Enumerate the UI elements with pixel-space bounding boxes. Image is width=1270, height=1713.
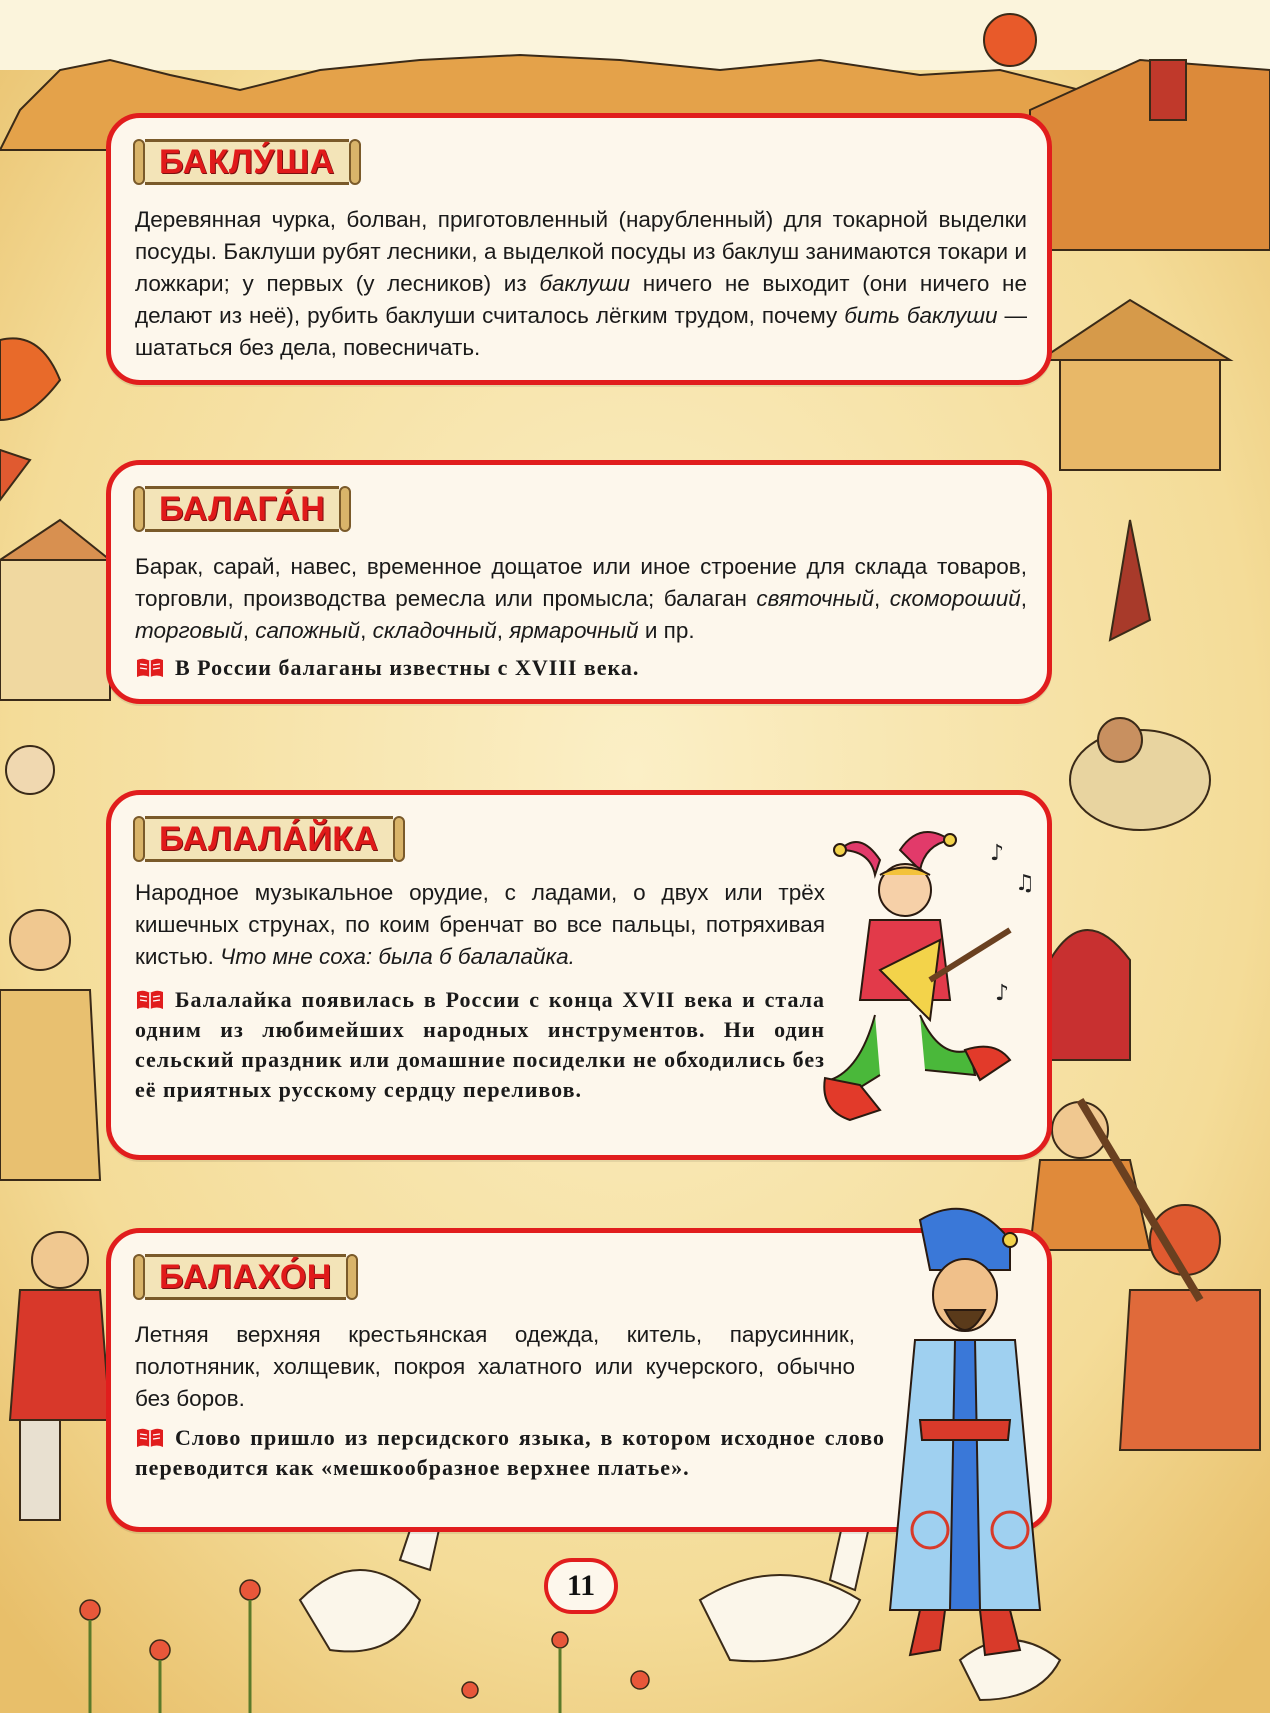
entry-definition bbox=[135, 204, 1027, 364]
definition-text-run: Барак, сарай, навес, временное дощатое или иное строение для склада товаров, торговли, производства ремесла или промысла; балаган bbox=[135, 554, 1027, 611]
definition-text-run: ничего не выходит (они ничего не делают из неё), рубить баклуши считалось лёгким трудом, почему bbox=[135, 271, 1027, 328]
definition-text-run: Летняя верхняя крестьянская одежда, китель, парусинник, полотняник, холщевик, покроя халатного или кучерского, обычно без боров. bbox=[135, 1322, 855, 1411]
svg-text:♫: ♫ bbox=[1015, 871, 1035, 896]
entry-definition bbox=[135, 551, 1027, 647]
entry-title-plate bbox=[133, 813, 405, 865]
entry-title-plate bbox=[133, 136, 361, 188]
entry-note-text: Слово пришло из персидского языка, в котором исходное слово переводится как «мешкообразное верхнее платье». bbox=[135, 1425, 885, 1480]
svg-text:♪: ♪ bbox=[995, 981, 1010, 1006]
entry-title: БАЛАЛА́ЙКА bbox=[159, 819, 379, 858]
definition-text-run: , bbox=[360, 618, 373, 643]
definition-italic-run: Что мне соха: была б балалайка. bbox=[220, 944, 575, 969]
entry-definition bbox=[135, 1319, 855, 1415]
definition-italic-run: баклуши bbox=[539, 271, 631, 296]
definition-text-run: и пр. bbox=[638, 618, 695, 643]
entry-note bbox=[135, 1423, 885, 1483]
definition-italic-run: святочный bbox=[756, 586, 874, 611]
man-in-balakhon-illustration bbox=[860, 1200, 1060, 1670]
entry-card-baklusha bbox=[106, 113, 1052, 385]
definition-italic-run: скомороший bbox=[889, 586, 1021, 611]
entry-title: БАЛАХО́Н bbox=[159, 1257, 332, 1296]
definition-italic-run: складочный bbox=[372, 618, 497, 643]
open-book-icon bbox=[135, 657, 165, 679]
definition-text-run: Народное музыкальное орудие, с ладами, о двух или трёх кишечных струнах, по коим бренчат во все пальцы, потряхивая кистью. bbox=[135, 880, 825, 969]
definition-italic-run: ярмарочный bbox=[509, 618, 639, 643]
svg-text:♪: ♪ bbox=[990, 841, 1005, 866]
entry-note bbox=[135, 985, 825, 1105]
definition-text-run: , bbox=[242, 618, 256, 643]
definition-text-run: , bbox=[1020, 586, 1028, 611]
definition-text-run: — шататься без дела, повесничать. bbox=[135, 303, 1027, 360]
definition-italic-run: сапожный bbox=[255, 618, 361, 643]
entry-note-text: В России балаганы известны с XVIII века. bbox=[175, 655, 640, 680]
definition-text-run: , bbox=[873, 586, 890, 611]
page-number: 11 bbox=[544, 1558, 618, 1614]
definition-text-run: , bbox=[496, 618, 510, 643]
open-book-icon bbox=[135, 1427, 165, 1449]
entry-title: БАЛАГА́Н bbox=[159, 489, 326, 528]
definition-italic-run: бить баклуши bbox=[844, 303, 998, 328]
entry-title: БАКЛУ́ША bbox=[159, 142, 335, 181]
definition-italic-run: торговый bbox=[135, 618, 243, 643]
open-book-icon bbox=[135, 989, 165, 1011]
entry-note-text: Балалайка появилась в России с конца XVII века и стала одним из любимейших народных инструментов. Ни один сельский праздник или домашние посиделки не обходились без её приятных русскому сердцу переливов. bbox=[135, 987, 825, 1102]
entry-title-plate bbox=[133, 1251, 358, 1303]
jester-with-balalaika-illustration bbox=[820, 820, 1050, 1140]
entry-title-plate bbox=[133, 483, 351, 535]
definition-text-run: Деревянная чурка, болван, приготовленный (нарубленный) для токарной выделки посуды. Баклуши рубят лесники, а выделкой посуды из баклуш занимаются токари и ложкари; у первых (у лесников) из bbox=[135, 207, 1027, 296]
entry-note bbox=[135, 653, 1027, 683]
entry-card-balagan bbox=[106, 460, 1052, 704]
entry-definition bbox=[135, 877, 825, 973]
